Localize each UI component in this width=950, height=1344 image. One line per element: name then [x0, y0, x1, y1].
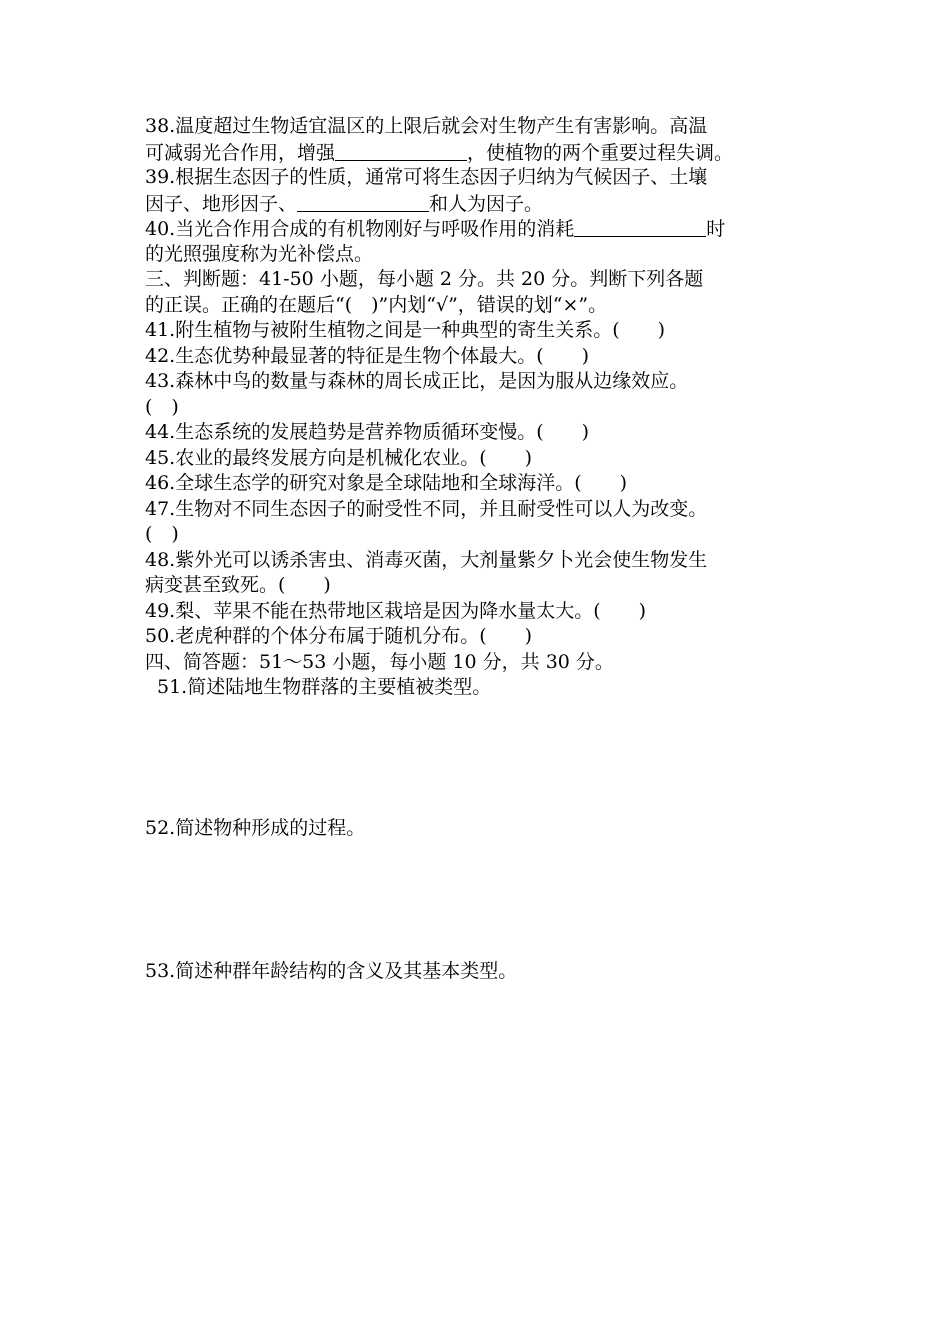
question-39-text-b: 和人为因子。: [429, 192, 544, 215]
question-43-line-2: ( ): [145, 395, 179, 418]
question-40-text-b: 时: [706, 218, 726, 240]
question-46: 46.全球生态学的研究对象是全球陆地和全球海洋。( ): [145, 472, 628, 494]
question-52: 52.简述物种形成的过程。: [145, 816, 366, 839]
exam-content: [145, 114, 815, 985]
question-47-line-1: 47.生物对不同生态因子的耐受性不同，并且耐受性可以人为改变。: [145, 497, 708, 520]
section-3-heading-line-1: 三、判断题：41-50 小题，每小题 2 分。共 20 分。判断下列各题: [145, 268, 704, 290]
question-41: 41.附生植物与被附生植物之间是一种典型的寄生关系。( ): [145, 319, 666, 341]
question-48-line-2: 病变甚至致死。( ): [145, 574, 331, 596]
question-40-line-2: 的光照强度称为光补偿点。: [145, 242, 374, 265]
question-42: 42.生态优势种最显著的特征是生物个体最大。( ): [145, 344, 590, 367]
question-43-line-1: 43.森林中鸟的数量与森林的周长成正比，是因为服从边缘效应。: [145, 370, 689, 392]
question-38-text-b: ，使植物的两个重要过程失调。: [467, 141, 734, 164]
question-50: 50.老虎种群的个体分布属于随机分布。( ): [145, 625, 533, 647]
question-51: 51.简述陆地生物群落的主要植被类型。: [157, 676, 492, 698]
question-38-line-1: 38.温度超过生物适宜温区的上限后就会对生物产生有害影响。高温: [145, 115, 708, 137]
question-40-line-1: [145, 216, 815, 242]
question-40-text-a: 40.当光合作用合成的有机物刚好与呼吸作用的消耗: [145, 218, 575, 240]
question-39-line-2: [145, 191, 815, 217]
question-48-line-1: 48.紫外光可以诱杀害虫、消毒灭菌，大剂量紫夕卜光会使生物发生: [145, 548, 708, 571]
question-45: 45.农业的最终发展方向是机械化农业。( ): [145, 446, 533, 469]
question-47-line-2: ( ): [145, 523, 179, 545]
question-38-line-2: [145, 140, 815, 166]
question-39-line-1: 39.根据生态因子的性质，通常可将生态因子归纳为气候因子、土壤: [145, 166, 708, 188]
question-44: 44.生态系统的发展趋势是营养物质循环变慢。( ): [145, 421, 590, 443]
question-38-text-a: 可减弱光合作用，增强: [145, 141, 336, 164]
question-53: 53.简述种群年龄结构的含义及其基本类型。: [145, 960, 518, 982]
question-39-blank[interactable]: [297, 191, 429, 212]
question-39-text-a: 因子、地形因子、: [145, 192, 298, 215]
section-4-heading: 四、简答题：51～53 小题，每小题 10 分，共 30 分。: [145, 650, 614, 673]
section-3-heading-line-2: 的正误。正确的在题后“( )”内划“√”，错误的划“×”。: [145, 293, 608, 316]
question-49: 49.梨、苹果不能在热带地区栽培是因为降水量太大。( ): [145, 599, 647, 622]
question-40-blank[interactable]: [574, 216, 706, 237]
question-38-blank[interactable]: [335, 140, 467, 161]
